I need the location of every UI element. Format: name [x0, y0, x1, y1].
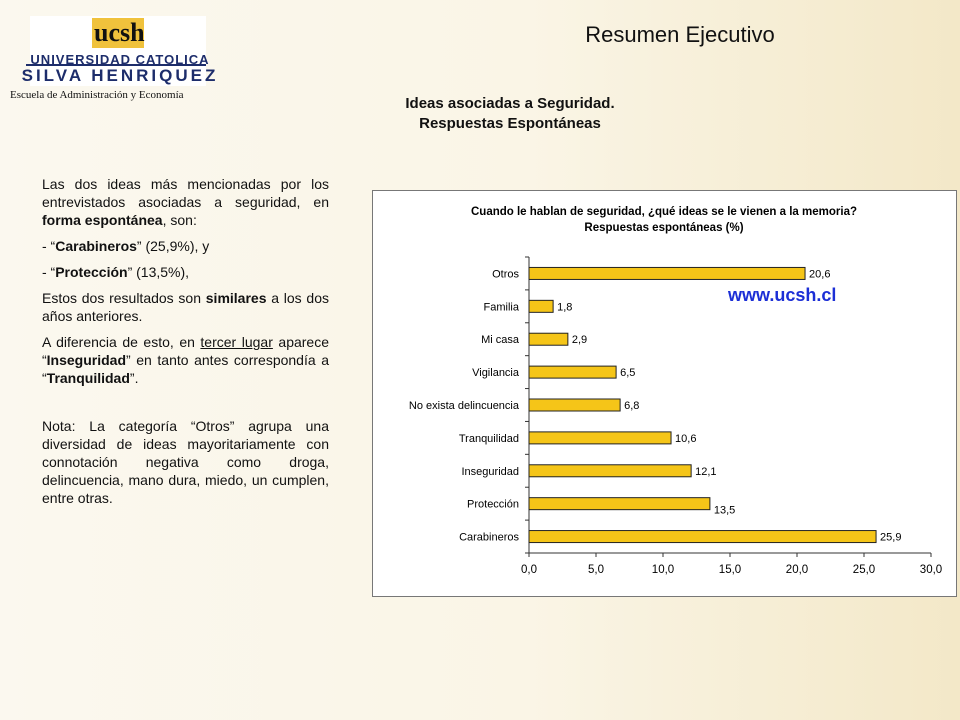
bar	[529, 300, 553, 312]
value-label: 6,8	[624, 400, 640, 412]
x-tick-label: 10,0	[651, 564, 675, 576]
summary-text	[42, 175, 329, 515]
paragraph-2	[42, 237, 329, 255]
bar	[529, 333, 568, 345]
bar	[529, 531, 876, 543]
bar	[529, 465, 691, 477]
bar	[529, 498, 710, 510]
value-label: 1,8	[557, 301, 573, 314]
value-label: 20,6	[809, 268, 831, 281]
p2-bold: Carabineros	[55, 238, 137, 254]
bar	[529, 399, 620, 411]
logo-name: SILVA HENRIQUEZ	[21, 66, 219, 85]
category-label: Vigilancia	[472, 367, 519, 380]
page-title: Resumen Ejecutivo	[585, 22, 775, 47]
value-label: 10,6	[675, 432, 697, 445]
bar	[529, 366, 616, 378]
p2-text: - “	[42, 238, 56, 254]
chart-title-line-1: Cuando le hablan de seguridad, ¿qué ideas se le vienen a la memoria?	[470, 206, 858, 218]
paragraph-3	[42, 263, 329, 281]
category-label: Tranquilidad	[458, 432, 519, 445]
p1-end: , son:	[162, 212, 197, 228]
logo-abbr: ucsh	[94, 18, 145, 47]
subtitle-line-1: Ideas asociadas a Seguridad.	[405, 95, 615, 112]
category-label: Otros	[492, 268, 519, 281]
bar-chart	[373, 191, 956, 596]
value-label: 25,9	[880, 531, 902, 544]
x-tick-label: 25,0	[852, 564, 876, 576]
p4-text: Estos dos resultados son	[42, 290, 206, 306]
paragraph-5	[42, 333, 329, 387]
logo-university: UNIVERSIDAD CATOLICA	[30, 52, 210, 67]
chart-watermark-url: www.ucsh.cl	[728, 285, 837, 305]
bar	[529, 267, 805, 279]
section-subtitle	[320, 94, 700, 134]
category-label: Mi casa	[481, 334, 519, 347]
note-paragraph: Nota: La categoría “Otros” agrupa una diversidad de ideas mayoritariamente con connotación negativa como droga, delincuencia, mano dura, miedo, un cumplen, entre otras.	[42, 418, 329, 506]
x-tick-label: 30,0	[919, 564, 943, 576]
p1-text: Las dos ideas más mencionadas por los entrevistados asociadas a seguridad, en	[42, 176, 329, 210]
category-label: Inseguridad	[461, 465, 519, 478]
x-tick-label: 5,0	[588, 564, 604, 576]
chart-frame	[372, 190, 957, 597]
p3-bold: Protección	[55, 264, 128, 280]
category-label: Carabineros	[459, 531, 519, 544]
paragraph-4	[42, 289, 329, 325]
p2-end: ” (25,9%), y	[136, 238, 210, 254]
p3-text: - “	[42, 264, 56, 280]
value-label: 13,5	[713, 504, 736, 517]
category-label: Protección	[467, 498, 519, 511]
p3-end: ” (13,5%),	[127, 264, 190, 280]
p5-text: A diferencia de esto, en	[42, 334, 201, 350]
p5-mid-2: ” en tanto antes correspondía a “	[42, 352, 329, 386]
category-label: No exista delincuencia	[408, 400, 519, 412]
value-label: 2,9	[571, 334, 588, 347]
p4-end: a los dos años anteriores.	[42, 290, 329, 324]
logo-school: Escuela de Administración y Economía	[10, 89, 184, 101]
category-label: Familia	[483, 301, 519, 314]
p5-end: ”.	[129, 370, 139, 386]
bar	[529, 432, 671, 444]
p5-bold-1: Inseguridad	[46, 352, 127, 368]
x-tick-label: 0,0	[521, 564, 537, 576]
x-tick-label: 15,0	[718, 564, 742, 576]
p5-bold-2: Tranquilidad	[46, 370, 130, 386]
p5-mid: aparece “	[42, 334, 329, 368]
subtitle-line-2: Respuestas Espontáneas	[419, 115, 601, 132]
paragraph-1	[42, 175, 329, 229]
value-label: 6,5	[620, 367, 636, 380]
university-logo	[6, 6, 234, 106]
p4-bold: similares	[205, 290, 267, 306]
p5-underline: tercer lugar	[200, 334, 273, 350]
x-tick-label: 20,0	[785, 564, 809, 576]
chart-title-line-2: Respuestas espontáneas (%)	[584, 222, 744, 234]
value-label: 12,1	[695, 465, 717, 478]
p1-bold: forma espontánea	[42, 212, 163, 228]
